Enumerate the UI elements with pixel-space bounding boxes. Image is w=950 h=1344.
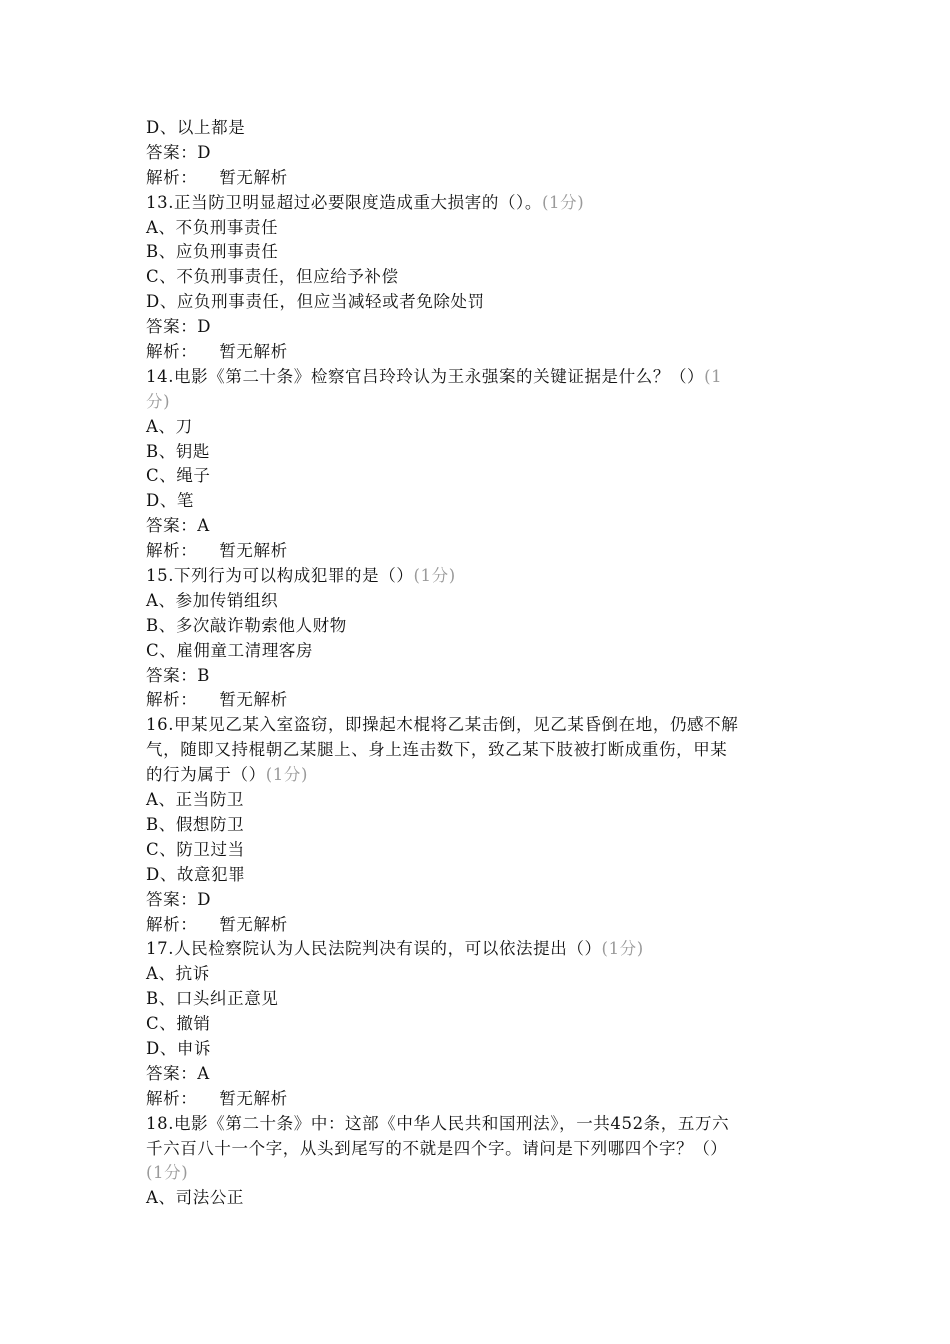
answer-text: 答案：D <box>146 142 212 162</box>
question-text: 18.电影《第二十条》中：这部《中华人民共和国刑法》，一共452条，五万六 <box>146 1113 730 1133</box>
option-text: A、司法公正 <box>146 1188 245 1208</box>
option-line <box>146 639 806 664</box>
option-line <box>146 788 806 813</box>
question-line <box>146 1161 806 1186</box>
option-text: B、假想防卫 <box>146 814 245 834</box>
option-line <box>146 240 806 265</box>
option-line <box>146 838 806 863</box>
question-text: 千六百八十一个字，从头到尾写的不就是四个字。请问是下列哪四个字？（） <box>146 1138 728 1158</box>
option-text: D、故意犯罪 <box>146 864 246 884</box>
analysis-line <box>146 1087 806 1112</box>
score-label: (1分) <box>542 192 585 212</box>
analysis-label: 解析： <box>146 541 198 561</box>
question-line <box>146 390 806 415</box>
option-text: B、应负刑事责任 <box>146 242 279 262</box>
score-label: 分) <box>146 391 171 411</box>
question-text: 的行为属于（） <box>146 765 266 785</box>
analysis-label: 解析： <box>146 1088 198 1108</box>
analysis-text: 暂无解析 <box>219 541 288 561</box>
question-text: 16.甲某见乙某入室盗窃，即操起木棍将乙某击倒，见乙某昏倒在地，仍感不解 <box>146 715 739 735</box>
question-text: 13.正当防卫明显超过必要限度造成重大损害的（）。 <box>146 192 542 212</box>
option-text: D、申诉 <box>146 1038 212 1058</box>
analysis-text: 暂无解析 <box>219 342 288 362</box>
question-text: 气，随即又持棍朝乙某腿上、身上连击数下，致乙某下肢被打断成重伤，甲某 <box>146 740 728 760</box>
document-page <box>146 116 806 1211</box>
option-line <box>146 116 806 141</box>
analysis-line <box>146 913 806 938</box>
option-text: C、绳子 <box>146 466 211 486</box>
option-line <box>146 1012 806 1037</box>
option-line <box>146 614 806 639</box>
option-line <box>146 1037 806 1062</box>
answer-line <box>146 141 806 166</box>
question-line <box>146 365 806 390</box>
answer-text: 答案：A <box>146 1063 210 1083</box>
analysis-text: 暂无解析 <box>219 1088 288 1108</box>
option-line <box>146 813 806 838</box>
option-text: C、防卫过当 <box>146 839 245 859</box>
answer-text: 答案：D <box>146 317 212 337</box>
option-text: A、正当防卫 <box>146 790 245 810</box>
answer-line <box>146 664 806 689</box>
answer-line <box>146 514 806 539</box>
analysis-text: 暂无解析 <box>219 167 288 187</box>
answer-text: 答案：B <box>146 665 211 685</box>
option-line <box>146 1186 806 1211</box>
analysis-line <box>146 539 806 564</box>
analysis-label: 解析： <box>146 342 198 362</box>
option-text: C、撤销 <box>146 1014 211 1034</box>
question-line <box>146 1137 806 1162</box>
question-line <box>146 937 806 962</box>
option-line <box>146 290 806 315</box>
option-text: D、以上都是 <box>146 118 246 137</box>
option-text: A、抗诉 <box>146 964 210 984</box>
analysis-line <box>146 340 806 365</box>
option-text: C、雇佣童工清理客房 <box>146 640 314 660</box>
option-line <box>146 589 806 614</box>
score-label: (1分) <box>265 765 308 785</box>
question-text: 14.电影《第二十条》检察官吕玲玲认为王永强案的关键证据是什么？（） <box>146 366 705 386</box>
option-text: D、笔 <box>146 491 195 511</box>
option-text: D、应负刑事责任，但应当减轻或者免除处罚 <box>146 292 485 312</box>
option-line <box>146 863 806 888</box>
score-label: (1分) <box>413 566 456 586</box>
answer-text: 答案：A <box>146 516 210 536</box>
score-label: (1分) <box>146 1163 189 1183</box>
question-line <box>146 738 806 763</box>
analysis-label: 解析： <box>146 690 198 710</box>
option-line <box>146 216 806 241</box>
analysis-label: 解析： <box>146 914 198 934</box>
question-line <box>146 564 806 589</box>
option-line <box>146 489 806 514</box>
option-text: B、口头纠正意见 <box>146 989 279 1009</box>
score-label: (1分) <box>601 939 644 959</box>
answer-text: 答案：D <box>146 889 212 909</box>
question-line <box>146 1112 806 1137</box>
option-line <box>146 464 806 489</box>
option-line <box>146 440 806 465</box>
answer-line <box>146 315 806 340</box>
question-text: 15.下列行为可以构成犯罪的是（） <box>146 566 414 586</box>
option-text: A、刀 <box>146 416 193 436</box>
answer-line <box>146 1062 806 1087</box>
option-line <box>146 415 806 440</box>
option-line <box>146 265 806 290</box>
option-line <box>146 962 806 987</box>
analysis-label: 解析： <box>146 167 198 187</box>
option-text: A、参加传销组织 <box>146 590 279 610</box>
question-line <box>146 191 806 216</box>
option-text: C、不负刑事责任，但应给予补偿 <box>146 267 399 287</box>
option-text: B、钥匙 <box>146 441 211 461</box>
score-label: (1 <box>704 366 723 386</box>
question-line <box>146 713 806 738</box>
option-text: B、多次敲诈勒索他人财物 <box>146 615 347 635</box>
analysis-text: 暂无解析 <box>219 690 288 710</box>
answer-line <box>146 888 806 913</box>
question-text: 17.人民检察院认为人民法院判决有误的，可以依法提出（） <box>146 939 602 959</box>
analysis-line <box>146 688 806 713</box>
option-text: A、不负刑事责任 <box>146 217 279 237</box>
analysis-line <box>146 166 806 191</box>
question-line <box>146 763 806 788</box>
option-line <box>146 987 806 1012</box>
analysis-text: 暂无解析 <box>219 914 288 934</box>
